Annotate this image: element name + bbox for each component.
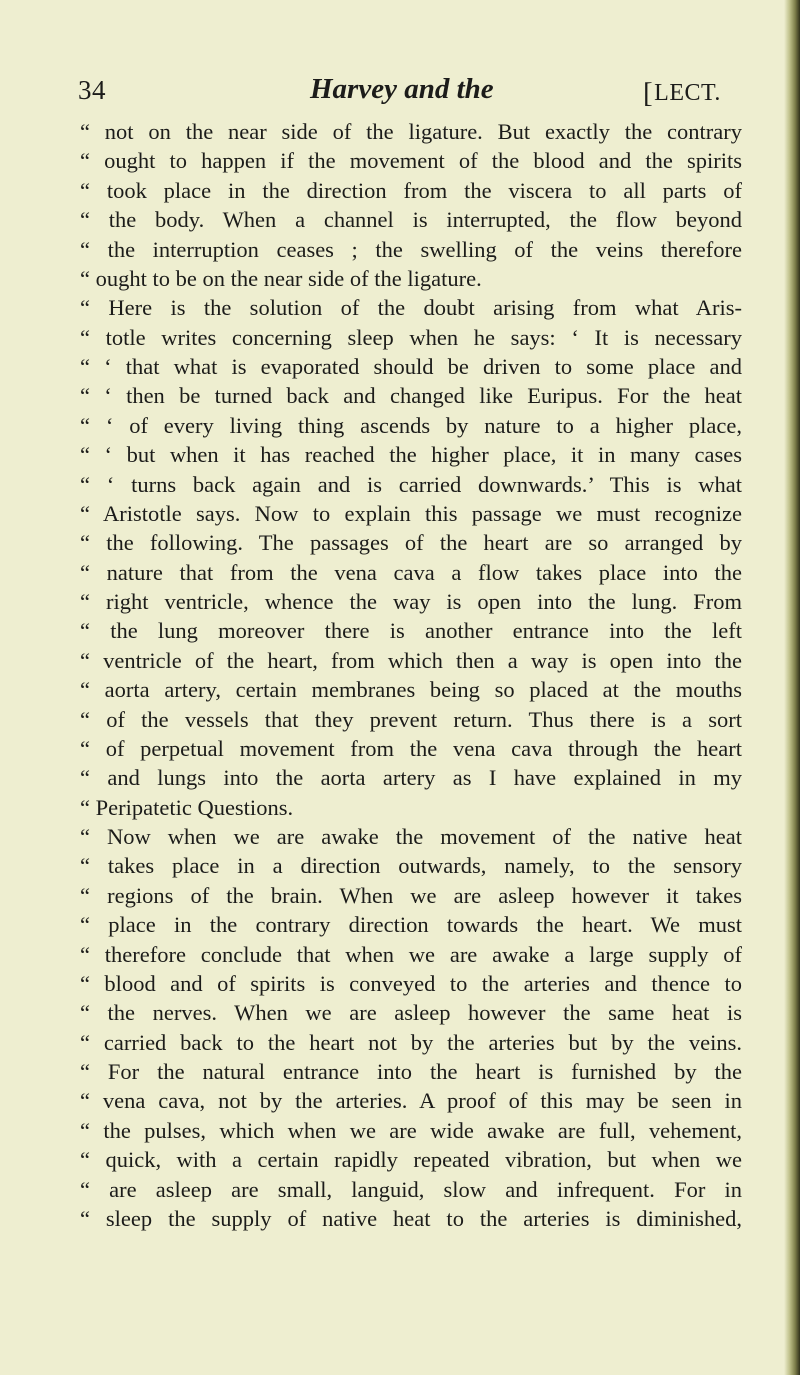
text-line: “ the nerves. When we are asleep however the same heat is [80,1000,742,1026]
text-line: “ For the natural entrance into the heart is furnished by the [80,1059,742,1084]
text-line: “ of the vessels that they prevent return. Thus there is a sort [80,706,742,732]
page-number: 34 [78,75,106,105]
text-line: “ took place in the direction from the viscera to all parts of [80,177,742,203]
text-line: “ the lung moreover there is another entrance into the left [80,618,742,644]
text-line: “ the interruption ceases ; the swelling of the veins therefore [80,236,742,262]
text-line: “ ventricle of the heart, from which then a way is open into the [80,647,742,673]
text-line: “ not on the near side of the ligature. But exactly the contrary [80,119,742,144]
text-line: “ the following. The passages of the heart are so arranged by [80,530,742,556]
text-line: “ ‘ then be turned back and changed like Euripus. For the heat [80,383,742,409]
section-label [643,75,721,108]
body-text [80,117,742,1233]
text-line: “ totle writes concerning sleep when he says: ‘ It is necessary [80,324,742,350]
text-line: “ blood and of spirits is conveyed to the arteries and thence to [80,970,742,996]
text-line: “ of perpetual movement from the vena cava through the heart [80,735,742,761]
text-line: “ therefore conclude that when we are awake a large supply of [80,941,742,967]
section-text: LECT. [654,80,721,106]
text-line: “ quick, with a certain rapidly repeated vibration, but when we [80,1147,742,1173]
text-line: “ are asleep are small, languid, slow and infrequent. For in [80,1176,742,1202]
text-line: “ regions of the brain. When we are asleep however it takes [80,882,742,908]
page-edge-shadow [784,0,800,1375]
text-line: “ carried back to the heart not by the arteries but by the veins. [80,1029,742,1055]
text-line: “ the body. When a channel is interrupted, the flow beyond [80,207,742,233]
text-line: “ Aristotle says. Now to explain this passage we must recognize [80,500,742,526]
text-line: “ sleep the supply of native heat to the arteries is diminished, [80,1205,742,1231]
running-head [78,75,743,111]
text-line: “ Here is the solution of the doubt arising from what Aris- [80,295,742,321]
text-line: “ ‘ turns back again and is carried downwards.’ This is what [80,471,742,497]
text-line: “ ‘ of every living thing ascends by nature to a higher place, [80,412,742,438]
text-line: “ place in the contrary direction towards the heart. We must [80,912,742,938]
text-line: “ right ventricle, whence the way is open into the lung. From [80,589,742,614]
section-bracket: [ [643,77,654,109]
text-line: “ takes place in a direction outwards, namely, to the sensory [80,853,742,879]
text-line: “ ought to be on the near side of the ligature. [80,265,482,291]
text-line: “ Now when we are awake the movement of the native heat [80,824,742,849]
text-line: “ Peripatetic Questions. [80,794,294,820]
text-line: “ nature that from the vena cava a flow takes place into the [80,559,742,585]
text-line: “ ‘ that what is evaporated should be driven to some place and [80,354,742,379]
text-line: “ vena cava, not by the arteries. A proof of this may be seen in [80,1088,742,1114]
running-title: Harvey and the [310,73,494,105]
text-line: “ ‘ but when it has reached the higher place, it in many cases [80,442,742,468]
text-line: “ the pulses, which when we are wide awake are full, vehement, [80,1117,742,1143]
text-line: “ ought to happen if the movement of the blood and the spirits [80,148,742,174]
text-line: “ aorta artery, certain membranes being so placed at the mouths [80,677,742,703]
text-line: “ and lungs into the aorta artery as I have explained in my [80,765,742,791]
